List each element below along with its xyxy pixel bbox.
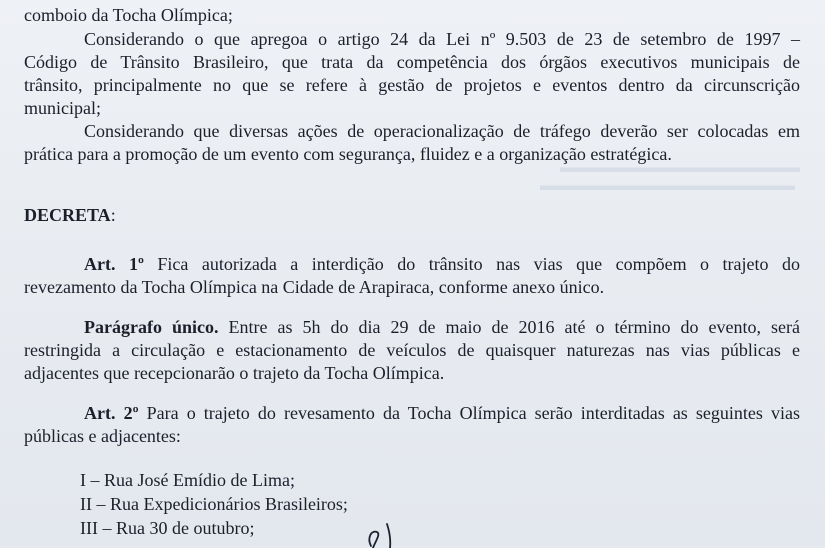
article-2-line	[84, 403, 800, 423]
list-item: I – Rua José Emídio de Lima;	[80, 470, 295, 490]
article-1-line	[84, 254, 800, 274]
text-line: revezamento da Tocha Olímpica na Cidade de Arapiraca, conforme anexo único.	[24, 277, 605, 297]
decreta-heading	[24, 205, 116, 225]
show-through-text: ▬▬▬▬▬▬▬▬▬▬▬▬▬▬▬▬▬	[540, 178, 795, 194]
text-line: restringida a circulação e estacionamento de veículos de quaisquer naturezas nas vias públicas e	[24, 340, 800, 360]
text-line: prática para a promoção de um evento com segurança, fluidez e a organização estratégica.	[24, 144, 672, 164]
text-line: Código de Trânsito Brasileiro, que trata da competência dos órgãos executivos municipais de	[24, 52, 800, 72]
paragraph-label: Parágrafo único.	[84, 317, 219, 337]
text-line: Considerando que diversas ações de operacionalização de tráfego deverão ser colocadas em	[84, 121, 800, 141]
show-through-text: ▬▬▬▬▬▬▬▬▬▬▬▬▬▬▬▬	[560, 160, 800, 176]
text-line: trânsito, principalmente no que se refere à gestão de projetos e eventos dentro da circunscrição	[24, 75, 800, 95]
article-2-text: Para o trajeto do revesamento da Tocha Olímpica serão interditadas as seguintes vias	[138, 403, 800, 423]
article-1-label: Art. 1º	[84, 254, 144, 274]
list-item: III – Rua 30 de outubro;	[80, 518, 255, 538]
decreta-label: DECRETA	[24, 205, 111, 225]
decreta-colon: :	[110, 205, 116, 225]
text-line: adjacentes que recepcionarão o trajeto da Tocha Olímpica.	[24, 363, 445, 383]
list-item: II – Rua Expedicionários Brasileiros;	[80, 494, 348, 514]
article-2-label: Art. 2º	[84, 403, 139, 423]
article-1-text: Fica autorizada a interdição do trânsito nas vias que compõem o trajeto do	[143, 254, 800, 274]
signature-stroke	[357, 522, 407, 548]
text-line: comboio da Tocha Olímpica;	[24, 5, 233, 25]
paragraph-line	[84, 317, 800, 337]
paragraph-text: Entre as 5h do dia 29 de maio de 2016 até o término do evento, será	[218, 317, 801, 337]
text-line: Considerando o que apregoa o artigo 24 da Lei nº 9.503 de 23 de setembro de 1997 –	[84, 29, 800, 49]
text-line: públicas e adjacentes:	[24, 426, 181, 446]
text-line: municipal;	[24, 98, 101, 118]
